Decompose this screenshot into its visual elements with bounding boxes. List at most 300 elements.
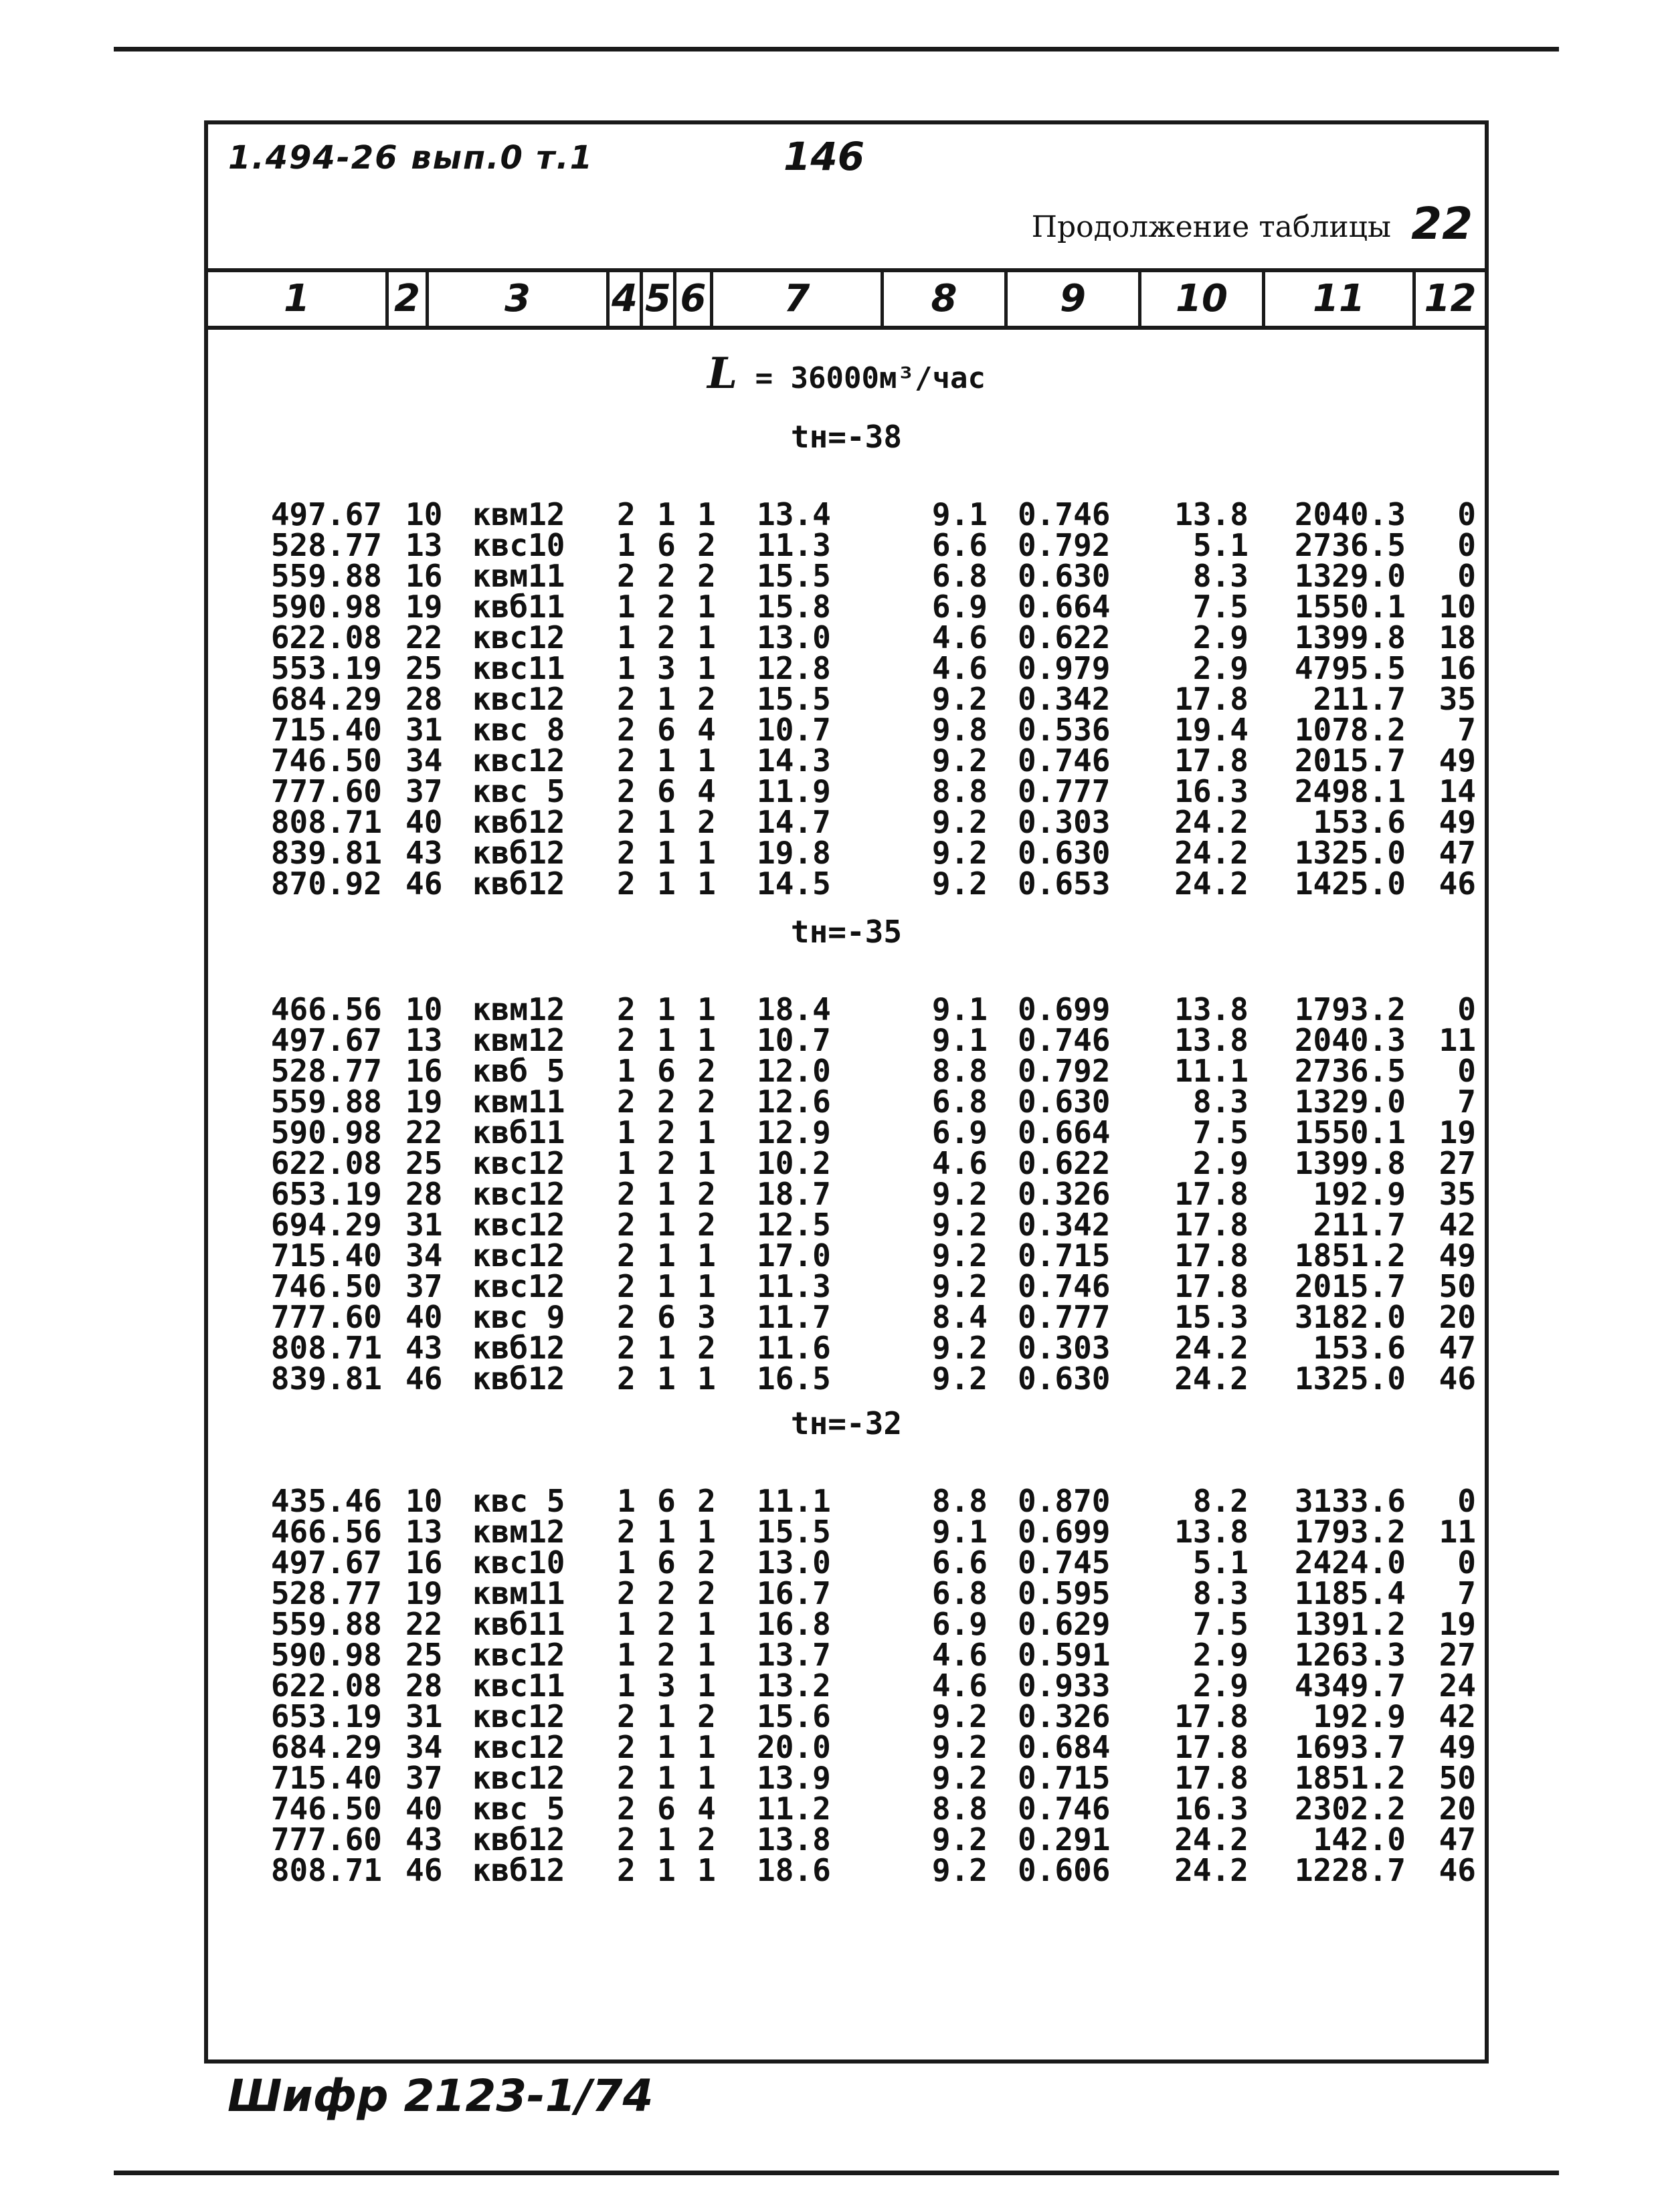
table-cell-col2: 25 — [405, 1637, 443, 1673]
table-cell-col8: 8.8 — [931, 773, 988, 809]
table-cell-col10: 7.5 — [1192, 1606, 1249, 1642]
table-cell-col4: 2 — [617, 1299, 636, 1335]
table-cell-col11: 1399.8 — [1294, 1145, 1406, 1181]
table-cell-col8: 6.6 — [931, 527, 988, 563]
table-row — [208, 1361, 1485, 1397]
table-cell-col6: 1 — [697, 589, 716, 625]
table-row — [208, 1483, 1485, 1519]
table-cell-col8: 9.2 — [931, 1852, 988, 1888]
table-row — [208, 1053, 1485, 1089]
table-row — [208, 1698, 1485, 1734]
table-cell-col8: 4.6 — [931, 1637, 988, 1673]
table-cell-col10: 2.9 — [1192, 1668, 1249, 1704]
table-cell-col12: 18 — [1439, 619, 1476, 656]
table-cell-col4: 1 — [617, 589, 636, 625]
table-cell-col9: 0.591 — [1018, 1637, 1111, 1673]
table-cell-col2: 28 — [405, 681, 443, 717]
table-cell-col1: 559.88 — [270, 558, 382, 594]
table-row — [208, 650, 1485, 686]
flow-symbol: L — [707, 348, 738, 399]
table-cell-col10: 15.3 — [1174, 1299, 1249, 1335]
table-cell-col4: 2 — [617, 804, 636, 840]
table-cell-col3: квм11 — [472, 1575, 565, 1611]
table-cell-col10: 17.8 — [1174, 1268, 1249, 1304]
table-cell-col9: 0.715 — [1018, 1760, 1111, 1796]
table-cell-col1: 808.71 — [270, 804, 382, 840]
table-cell-col3: квс12 — [472, 1637, 565, 1673]
table-cell-col2: 13 — [405, 1514, 443, 1550]
table-cell-col4: 1 — [617, 1637, 636, 1673]
table-cell-col3: квс12 — [472, 1145, 565, 1181]
table-row — [208, 1299, 1485, 1335]
table-cell-col7: 10.7 — [757, 1022, 831, 1058]
table-cell-col9: 0.715 — [1018, 1237, 1111, 1274]
table-cell-col8: 8.8 — [931, 1483, 988, 1519]
table-cell-col1: 777.60 — [270, 1821, 382, 1857]
table-cell-col7: 13.4 — [757, 496, 831, 532]
column-header-12: 12 — [1424, 277, 1477, 320]
table-cell-col5: 1 — [657, 1852, 676, 1888]
table-cell-col8: 9.8 — [931, 712, 988, 748]
table-cell-col5: 1 — [657, 1361, 676, 1397]
table-cell-col11: 142.0 — [1313, 1821, 1406, 1857]
table-cell-col4: 2 — [617, 1207, 636, 1243]
table-cell-col2: 34 — [405, 1729, 443, 1765]
table-cell-col3: квс 5 — [472, 773, 565, 809]
table-cell-col8: 9.2 — [931, 866, 988, 902]
table-row — [208, 1514, 1485, 1550]
table-cell-col5: 1 — [657, 496, 676, 532]
table-cell-col10: 16.3 — [1174, 773, 1249, 809]
table-cell-col6: 4 — [697, 1791, 716, 1827]
table-cell-col5: 6 — [657, 712, 676, 748]
table-cell-col4: 2 — [617, 835, 636, 871]
table-cell-col9: 0.595 — [1018, 1575, 1111, 1611]
table-cell-col5: 1 — [657, 1268, 676, 1304]
table-cell-col7: 12.5 — [757, 1207, 831, 1243]
table-cell-col9: 0.622 — [1018, 619, 1111, 656]
table-cell-col11: 192.9 — [1313, 1176, 1406, 1212]
table-row — [208, 1544, 1485, 1581]
table-cell-col12: 20 — [1439, 1299, 1476, 1335]
table-cell-col10: 8.3 — [1192, 1575, 1249, 1611]
table-cell-col9: 0.326 — [1018, 1698, 1111, 1734]
table-cell-col7: 10.7 — [757, 712, 831, 748]
table-cell-col9: 0.629 — [1018, 1606, 1111, 1642]
table-cell-col8: 9.2 — [931, 1361, 988, 1397]
table-cell-col11: 192.9 — [1313, 1698, 1406, 1734]
table-cell-col5: 2 — [657, 1145, 676, 1181]
table-cell-col4: 1 — [617, 1544, 636, 1581]
table-cell-col9: 0.792 — [1018, 1053, 1111, 1089]
table-cell-col7: 12.0 — [757, 1053, 831, 1089]
table-cell-col12: 42 — [1439, 1207, 1476, 1243]
table-cell-col8: 6.8 — [931, 1575, 988, 1611]
table-cell-col7: 16.5 — [757, 1361, 831, 1397]
table-cell-col8: 9.2 — [931, 742, 988, 779]
table-cell-col12: 7 — [1457, 1575, 1476, 1611]
table-cell-col6: 2 — [697, 1207, 716, 1243]
table-cell-col6: 1 — [697, 619, 716, 656]
table-cell-col2: 13 — [405, 527, 443, 563]
table-cell-col8: 9.2 — [931, 1729, 988, 1765]
table-cell-col2: 25 — [405, 650, 443, 686]
table-cell-col3: квм11 — [472, 558, 565, 594]
table-cell-col7: 13.0 — [757, 1544, 831, 1581]
table-cell-col2: 28 — [405, 1668, 443, 1704]
table-row — [208, 804, 1485, 840]
table-cell-col8: 9.2 — [931, 1207, 988, 1243]
table-cell-col12: 0 — [1457, 1053, 1476, 1089]
table-cell-col1: 839.81 — [270, 1361, 382, 1397]
table-cell-col4: 2 — [617, 1084, 636, 1120]
column-header-1: 1 — [208, 272, 389, 326]
table-cell-col10: 24.2 — [1174, 804, 1249, 840]
table-cell-col2: 22 — [405, 619, 443, 656]
table-cell-col8: 9.2 — [931, 1176, 988, 1212]
table-cell-col1: 777.60 — [270, 773, 382, 809]
table-cell-col9: 0.653 — [1018, 866, 1111, 902]
table-cell-col2: 43 — [405, 1330, 443, 1366]
table-cell-col12: 19 — [1439, 1114, 1476, 1150]
table-cell-col11: 1425.0 — [1294, 866, 1406, 902]
table-row — [208, 558, 1485, 594]
table-cell-col9: 0.746 — [1018, 1268, 1111, 1304]
table-cell-col11: 3182.0 — [1294, 1299, 1406, 1335]
column-header-4: 4 — [610, 272, 643, 326]
table-cell-col12: 0 — [1457, 496, 1476, 532]
table-cell-col3: квс 5 — [472, 1483, 565, 1519]
table-cell-col12: 0 — [1457, 558, 1476, 594]
table-cell-col7: 11.1 — [757, 1483, 831, 1519]
table-cell-col5: 1 — [657, 1237, 676, 1274]
table-cell-col5: 3 — [657, 1668, 676, 1704]
table-cell-col9: 0.606 — [1018, 1852, 1111, 1888]
table-cell-col4: 2 — [617, 1729, 636, 1765]
table-cell-col1: 622.08 — [270, 1145, 382, 1181]
table-cell-col5: 6 — [657, 1299, 676, 1335]
table-cell-col12: 0 — [1457, 527, 1476, 563]
table-cell-col4: 2 — [617, 742, 636, 779]
table-cell-col4: 2 — [617, 1698, 636, 1734]
table-cell-col6: 1 — [697, 991, 716, 1027]
table-cell-col10: 24.2 — [1174, 1330, 1249, 1366]
table-cell-col10: 17.8 — [1174, 1207, 1249, 1243]
table-cell-col11: 1325.0 — [1294, 1361, 1406, 1397]
table-cell-col8: 9.2 — [931, 1760, 988, 1796]
table-cell-col3: квб11 — [472, 589, 565, 625]
table-cell-col7: 18.4 — [757, 991, 831, 1027]
table-cell-col10: 8.3 — [1192, 1084, 1249, 1120]
table-cell-col4: 1 — [617, 527, 636, 563]
table-cell-col9: 0.699 — [1018, 1514, 1111, 1550]
table-row — [208, 1637, 1485, 1673]
table-cell-col9: 0.630 — [1018, 1084, 1111, 1120]
table-cell-col11: 2040.3 — [1294, 1022, 1406, 1058]
table-cell-col6: 1 — [697, 1760, 716, 1796]
table-cell-col2: 10 — [405, 1483, 443, 1519]
table-cell-col4: 2 — [617, 1852, 636, 1888]
table-cell-col1: 528.77 — [270, 527, 382, 563]
table-cell-col11: 2498.1 — [1294, 773, 1406, 809]
table-cell-col7: 11.3 — [757, 1268, 831, 1304]
table-cell-col11: 1793.2 — [1294, 1514, 1406, 1550]
table-cell-col8: 6.9 — [931, 589, 988, 625]
table-cell-col4: 2 — [617, 558, 636, 594]
table-row — [208, 681, 1485, 717]
table-cell-col1: 622.08 — [270, 1668, 382, 1704]
table-cell-col6: 1 — [697, 1606, 716, 1642]
table-cell-col6: 2 — [697, 1483, 716, 1519]
table-row — [208, 1852, 1485, 1888]
table-cell-col5: 1 — [657, 1821, 676, 1857]
table-cell-col9: 0.664 — [1018, 1114, 1111, 1150]
table-row — [208, 496, 1485, 532]
table-cell-col2: 10 — [405, 496, 443, 532]
table-cell-col4: 2 — [617, 1361, 636, 1397]
table-cell-col7: 13.7 — [757, 1637, 831, 1673]
table-cell-col11: 1550.1 — [1294, 589, 1406, 625]
table-cell-col3: квс 5 — [472, 1791, 565, 1827]
table-row — [208, 1207, 1485, 1243]
table-cell-col6: 2 — [697, 804, 716, 840]
table-cell-col11: 1693.7 — [1294, 1729, 1406, 1765]
table-cell-col3: квс11 — [472, 650, 565, 686]
table-row — [208, 991, 1485, 1027]
table-cell-col11: 211.7 — [1313, 681, 1406, 717]
table-cell-col9: 0.630 — [1018, 558, 1111, 594]
table-cell-col11: 1263.3 — [1294, 1637, 1406, 1673]
table-cell-col3: квс11 — [472, 1668, 565, 1704]
table-cell-col8: 9.2 — [931, 1330, 988, 1366]
table-cell-col6: 2 — [697, 1544, 716, 1581]
table-cell-col2: 46 — [405, 1852, 443, 1888]
table-cell-col7: 11.6 — [757, 1330, 831, 1366]
table-cell-col2: 16 — [405, 1053, 443, 1089]
table-cell-col4: 2 — [617, 1176, 636, 1212]
table-cell-col6: 1 — [697, 1637, 716, 1673]
table-cell-col8: 4.6 — [931, 650, 988, 686]
table-row — [208, 1237, 1485, 1274]
table-cell-col10: 5.1 — [1192, 1544, 1249, 1581]
table-cell-col1: 590.98 — [270, 1114, 382, 1150]
table-cell-col4: 1 — [617, 1606, 636, 1642]
table-cell-col6: 2 — [697, 1330, 716, 1366]
table-cell-col6: 1 — [697, 1268, 716, 1304]
cipher-label: Шифр 2123-1/74 — [227, 2070, 654, 2122]
table-cell-col7: 11.9 — [757, 773, 831, 809]
table-cell-col12: 50 — [1439, 1268, 1476, 1304]
table-cell-col9: 0.870 — [1018, 1483, 1111, 1519]
table-cell-col3: квм11 — [472, 1084, 565, 1120]
table-row — [208, 835, 1485, 871]
table-cell-col9: 0.777 — [1018, 1299, 1111, 1335]
table-cell-col6: 4 — [697, 712, 716, 748]
table-cell-col9: 0.746 — [1018, 496, 1111, 532]
table-cell-col5: 6 — [657, 1791, 676, 1827]
table-cell-col8: 8.4 — [931, 1299, 988, 1335]
table-cell-col2: 37 — [405, 773, 443, 809]
table-cell-col7: 15.8 — [757, 589, 831, 625]
table-cell-col9: 0.745 — [1018, 1544, 1111, 1581]
table-cell-col8: 9.1 — [931, 991, 988, 1027]
table-cell-col4: 2 — [617, 1575, 636, 1611]
table-cell-col8: 6.9 — [931, 1114, 988, 1150]
table-cell-col5: 6 — [657, 527, 676, 563]
table-cell-col1: 653.19 — [270, 1176, 382, 1212]
table-cell-col7: 15.5 — [757, 1514, 831, 1550]
table-cell-col4: 2 — [617, 1330, 636, 1366]
table-cell-col1: 497.67 — [270, 496, 382, 532]
table-row — [208, 773, 1485, 809]
table-cell-col10: 24.2 — [1174, 1361, 1249, 1397]
block-title: tн=-35 — [790, 914, 903, 950]
table-row — [208, 1145, 1485, 1181]
column-header-7: 7 — [713, 272, 884, 326]
table-cell-col3: квс12 — [472, 1760, 565, 1796]
table-cell-col5: 2 — [657, 1114, 676, 1150]
table-cell-col2: 13 — [405, 1022, 443, 1058]
table-cell-col10: 2.9 — [1192, 1637, 1249, 1673]
table-cell-col12: 50 — [1439, 1760, 1476, 1796]
table-cell-col9: 0.933 — [1018, 1668, 1111, 1704]
column-header-6: 6 — [676, 272, 713, 326]
table-cell-col5: 2 — [657, 1637, 676, 1673]
table-cell-col4: 2 — [617, 1268, 636, 1304]
column-header-11: 11 — [1265, 272, 1416, 326]
table-cell-col7: 11.7 — [757, 1299, 831, 1335]
table-cell-col7: 16.8 — [757, 1606, 831, 1642]
table-cell-col3: квс12 — [472, 1268, 565, 1304]
table-cell-col1: 715.40 — [270, 1760, 382, 1796]
table-cell-col1: 497.67 — [270, 1544, 382, 1581]
table-cell-col4: 2 — [617, 773, 636, 809]
table-cell-col12: 46 — [1439, 866, 1476, 902]
table-cell-col5: 1 — [657, 1207, 676, 1243]
table-cell-col9: 0.536 — [1018, 712, 1111, 748]
table-cell-col1: 528.77 — [270, 1053, 382, 1089]
column-header-10: 10 — [1141, 272, 1265, 326]
table-cell-col9: 0.699 — [1018, 991, 1111, 1027]
table-cell-col1: 466.56 — [270, 1514, 382, 1550]
table-cell-col11: 4349.7 — [1294, 1668, 1406, 1704]
table-cell-col2: 16 — [405, 1544, 443, 1581]
table-cell-col12: 35 — [1439, 1176, 1476, 1212]
column-header-3: 3 — [429, 272, 610, 326]
table-cell-col2: 19 — [405, 1084, 443, 1120]
table-cell-col10: 11.1 — [1174, 1053, 1249, 1089]
table-cell-col12: 47 — [1439, 1330, 1476, 1366]
table-cell-col8: 4.6 — [931, 1145, 988, 1181]
table-cell-col3: квс12 — [472, 1176, 565, 1212]
table-cell-col3: квб12 — [472, 835, 565, 871]
table-cell-col4: 2 — [617, 1514, 636, 1550]
table-cell-col3: квс12 — [472, 742, 565, 779]
table-row — [208, 1330, 1485, 1366]
table-cell-col3: квм12 — [472, 1514, 565, 1550]
table-cell-col10: 2.9 — [1192, 1145, 1249, 1181]
table-sheet — [204, 120, 1489, 2064]
table-cell-col1: 684.29 — [270, 1729, 382, 1765]
table-cell-col5: 1 — [657, 742, 676, 779]
table-cell-col5: 1 — [657, 681, 676, 717]
table-cell-col8: 9.2 — [931, 681, 988, 717]
table-cell-col5: 6 — [657, 1483, 676, 1519]
table-cell-col5: 1 — [657, 1022, 676, 1058]
table-cell-col9: 0.342 — [1018, 1207, 1111, 1243]
table-cell-col7: 13.9 — [757, 1760, 831, 1796]
table-row — [208, 1268, 1485, 1304]
table-cell-col10: 17.8 — [1174, 1729, 1249, 1765]
table-number: 22 — [1411, 198, 1473, 249]
table-cell-col4: 1 — [617, 1145, 636, 1181]
table-row — [208, 742, 1485, 779]
table-cell-col5: 2 — [657, 619, 676, 656]
table-cell-col8: 9.2 — [931, 1237, 988, 1274]
table-cell-col10: 16.3 — [1174, 1791, 1249, 1827]
table-cell-col5: 6 — [657, 1053, 676, 1089]
table-cell-col11: 2424.0 — [1294, 1544, 1406, 1581]
table-cell-col6: 2 — [697, 1821, 716, 1857]
table-cell-col12: 35 — [1439, 681, 1476, 717]
table-cell-col5: 1 — [657, 1176, 676, 1212]
table-cell-col6: 1 — [697, 1514, 716, 1550]
table-cell-col10: 13.8 — [1174, 991, 1249, 1027]
table-cell-col12: 42 — [1439, 1698, 1476, 1734]
table-cell-col4: 2 — [617, 866, 636, 902]
table-cell-col10: 17.8 — [1174, 1176, 1249, 1212]
table-cell-col5: 1 — [657, 1760, 676, 1796]
table-cell-col6: 1 — [697, 650, 716, 686]
table-cell-col6: 2 — [697, 1575, 716, 1611]
table-cell-col6: 1 — [697, 1145, 716, 1181]
table-cell-col3: квм12 — [472, 1022, 565, 1058]
table-cell-col1: 684.29 — [270, 681, 382, 717]
table-cell-col2: 40 — [405, 1299, 443, 1335]
table-cell-col10: 2.9 — [1192, 650, 1249, 686]
table-row — [208, 1729, 1485, 1765]
table-cell-col7: 15.6 — [757, 1698, 831, 1734]
table-cell-col6: 2 — [697, 1053, 716, 1089]
table-cell-col3: квб12 — [472, 1330, 565, 1366]
table-cell-col1: 590.98 — [270, 1637, 382, 1673]
table-cell-col1: 746.50 — [270, 742, 382, 779]
table-cell-col11: 1329.0 — [1294, 1084, 1406, 1120]
table-cell-col1: 590.98 — [270, 589, 382, 625]
block-title: tн=-32 — [790, 1405, 903, 1441]
table-cell-col6: 1 — [697, 835, 716, 871]
table-row — [208, 1606, 1485, 1642]
table-cell-col1: 694.29 — [270, 1207, 382, 1243]
table-cell-col7: 10.2 — [757, 1145, 831, 1181]
table-cell-col11: 1185.4 — [1294, 1575, 1406, 1611]
table-cell-col10: 24.2 — [1174, 1821, 1249, 1857]
table-cell-col6: 1 — [697, 1361, 716, 1397]
table-cell-col7: 16.7 — [757, 1575, 831, 1611]
table-cell-col5: 1 — [657, 991, 676, 1027]
table-cell-col9: 0.622 — [1018, 1145, 1111, 1181]
table-cell-col2: 40 — [405, 1791, 443, 1827]
table-row — [208, 866, 1485, 902]
table-cell-col9: 0.630 — [1018, 1361, 1111, 1397]
flow-rate-label — [208, 348, 1485, 399]
table-cell-col4: 2 — [617, 1821, 636, 1857]
column-header-5: 5 — [643, 272, 676, 326]
table-cell-col8: 9.2 — [931, 804, 988, 840]
table-cell-col12: 10 — [1439, 589, 1476, 625]
table-cell-col3: квс12 — [472, 1698, 565, 1734]
table-cell-col10: 17.8 — [1174, 1698, 1249, 1734]
